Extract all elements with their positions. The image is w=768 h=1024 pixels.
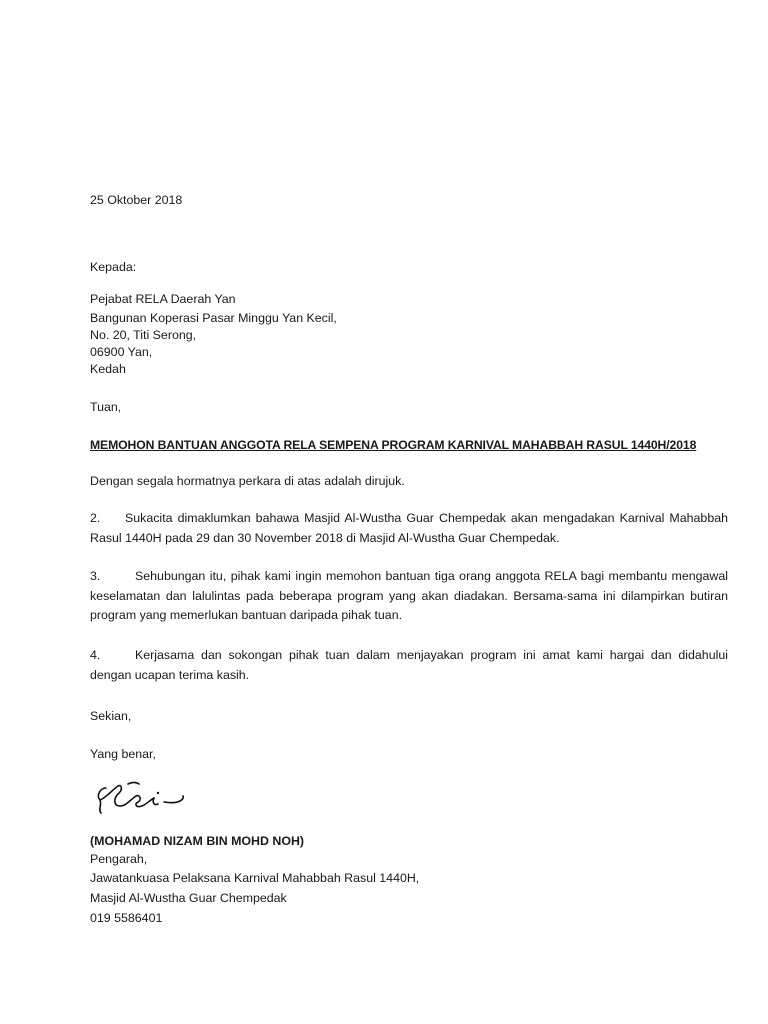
- paragraph-4: [90, 646, 728, 685]
- paragraph-3: [90, 567, 728, 626]
- paragraph-text: Kerjasama dan sokongan pihak tuan dalam menjayakan program ini amat kami hargai dan didahului dengan ucapan terima kasih.: [90, 648, 728, 682]
- letter-date: 25 Oktober 2018: [90, 193, 183, 207]
- sign-off: Yang benar,: [90, 747, 156, 761]
- to-label: Kepada:: [90, 260, 137, 274]
- signatory-committee: Jawatankuasa Pelaksana Karnival Mahabbah Rasul 1440H,: [90, 871, 420, 885]
- signatory-position: Pengarah,: [90, 852, 148, 866]
- paragraph-text: Sukacita dimaklumkan bahawa Masjid Al-Wustha Guar Chempedak akan mengadakan Karnival Mahabbah Rasul 1440H pada 29 dan 30 November 2018 di Masjid Al-Wustha Guar Chempedak.: [90, 511, 728, 545]
- signatory-name: (MOHAMAD NIZAM BIN MOHD NOH): [90, 834, 305, 848]
- signature-image: [92, 776, 192, 822]
- salutation: Tuan,: [90, 400, 122, 414]
- paragraph-number: 2.: [90, 511, 101, 525]
- paragraph-number: 4.: [90, 648, 101, 662]
- paragraph-2: [90, 509, 728, 548]
- closing: Sekian,: [90, 709, 132, 723]
- recipient-line: Kedah: [90, 362, 126, 376]
- paragraph-number: 3.: [90, 569, 101, 583]
- recipient-line: 06900 Yan,: [90, 345, 153, 359]
- paragraph-text: Sehubungan itu, pihak kami ingin memohon bantuan tiga orang anggota RELA bagi membantu mengawal keselamatan dan lalulintas pada beberapa program yang akan diadakan. Bersama-sama ini dilampirkan butiran program yang memerlukan bantuan daripada pihak tuan.: [90, 569, 728, 622]
- signatory-organisation: Masjid Al-Wustha Guar Chempedak: [90, 891, 287, 905]
- letter-subject: MEMOHON BANTUAN ANGGOTA RELA SEMPENA PROGRAM KARNIVAL MAHABBAH RASUL 1440H/2018: [90, 438, 697, 452]
- signatory-phone: 019 5586401: [90, 911, 163, 925]
- recipient-line: No. 20, Titi Serong,: [90, 328, 197, 342]
- recipient-line: Pejabat RELA Daerah Yan: [90, 292, 236, 306]
- recipient-line: Bangunan Koperasi Pasar Minggu Yan Kecil,: [90, 311, 337, 325]
- paragraph-1: Dengan segala hormatnya perkara di atas adalah dirujuk.: [90, 474, 405, 488]
